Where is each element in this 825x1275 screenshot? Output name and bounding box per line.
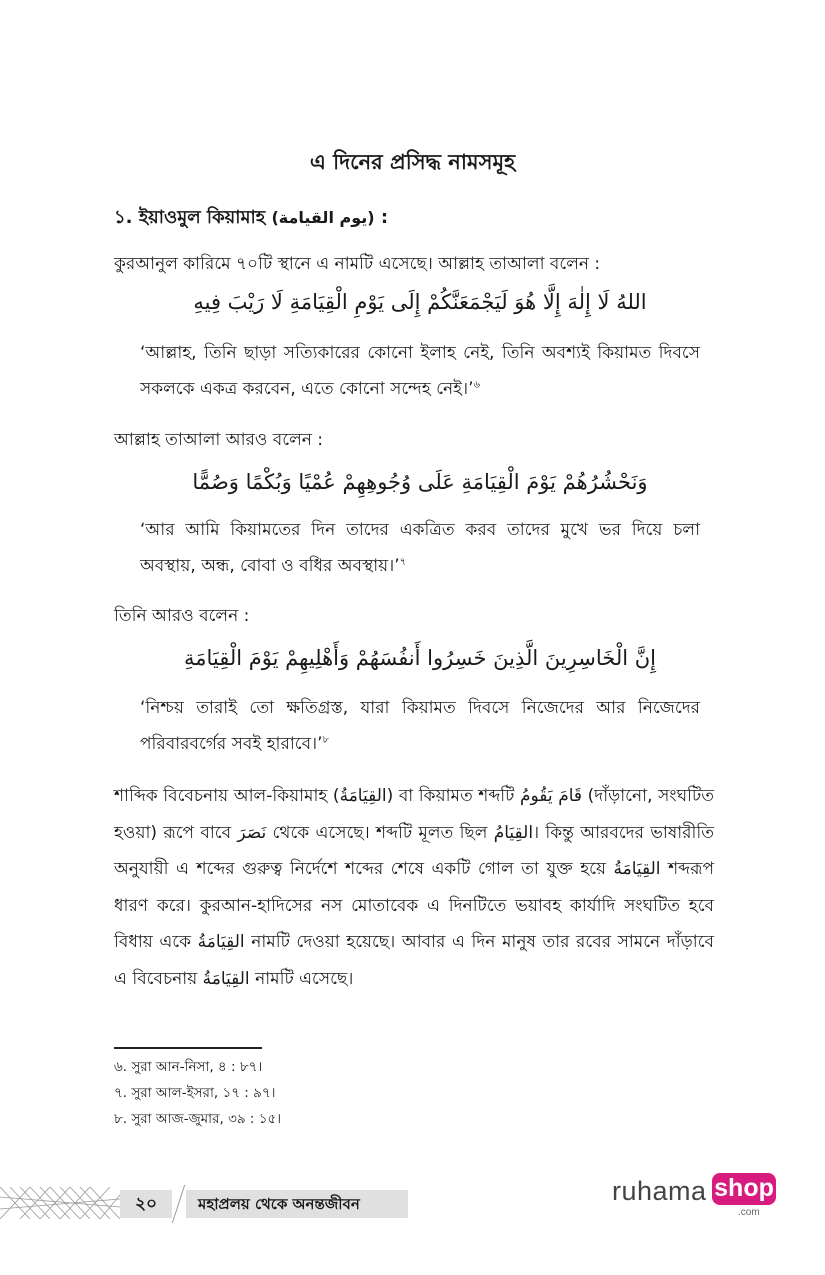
ayah-1: اللهُ لَا إِلٰهَ إِلَّا هُوَ لَيَجْمَعَنَّكُمْ إِلَى يَوْمِ الْقِيَامَةِ لَا رَيْبَ فِيهِ (193, 290, 647, 314)
section-heading (114, 203, 388, 234)
footnote-ref[interactable]: ৮ (322, 734, 330, 746)
body-text: নামটি দেওয়া হয়েছে। আবার এ দিন মানুষ তার রবের সামনে দাঁড়াবে এ বিবেচনায় (114, 932, 714, 989)
arabic-word: القِيَامُ (493, 822, 534, 843)
intro-paragraph-3: তিনি আরও বলেন : (114, 606, 250, 626)
section-number: ১. (114, 207, 133, 228)
intro-paragraph-1: কুরআনুল কারিমে ৭০টি স্থানে এ নামটি এসেছে। আল্লাহ তাআলা বলেন : (114, 254, 601, 274)
ayah-3: إِنَّ الْخَاسِرِينَ الَّذِينَ خَسِرُوا أَنفُسَهُمْ وَأَهْلِيهِمْ يَوْمَ الْقِيَامَةِ (183, 646, 657, 670)
footnotes (114, 1054, 281, 1132)
arabic-word: القِيَامَةُ (197, 932, 245, 952)
arabic-word: القِيَامَةُ (339, 786, 387, 806)
logo-wordmark: ruhama (612, 1176, 707, 1206)
running-footer-title: মহাপ্রলয় থেকে অনন্তজীবন (186, 1190, 408, 1218)
arabic-word: القِيَامَةُ (613, 859, 661, 879)
logo-shop-badge: shop (712, 1173, 776, 1205)
hatch-pattern-icon (0, 1187, 120, 1219)
section-arabic-name: (يوم القيامة) (271, 208, 375, 227)
page-number: ২০ (120, 1190, 172, 1218)
section-name: ইয়াওমুল কিয়ামাহ (138, 207, 266, 228)
body-paragraph (114, 778, 714, 997)
arabic-word: نَصَرَ (237, 822, 267, 843)
footnote-6: ৬. সুরা আন-নিসা, ৪ : ৮৭। (114, 1059, 263, 1075)
quote-text: ‘আর আমি কিয়ামতের দিন তাদের একত্রিত করব তাদের মুখে ভর দিয়ে চলা অবস্থায়, অন্ধ, বোবা ও বধির অবস্থায়।’ (140, 520, 700, 576)
section-colon: : (380, 207, 389, 228)
page-title: এ দিনের প্রসিদ্ধ নামসমূহ (309, 150, 516, 174)
body-text: নামটি এসেছে। (249, 968, 354, 989)
footnote-ref[interactable]: ৭ (399, 556, 407, 568)
quote-text: ‘আল্লাহ, তিনি ছাড়া সত্যিকারের কোনো ইলাহ নেই, তিনি অবশ্যই কিয়ামত দিবসে সকলকে একত্র করবেন, এতে কোনো সন্দেহ নেই।’ (140, 343, 700, 399)
body-text: (দাঁড়ানো, সংঘটিত হওয়া) রূপে বাবে (114, 786, 715, 843)
footer-separator (172, 1185, 185, 1223)
ayah-2: وَنَحْشُرُهُمْ يَوْمَ الْقِيَامَةِ عَلَى وُجُوهِهِمْ عُمْيًا وَبُكْمًا وَصُمًّا (192, 470, 648, 494)
body-text: ) বা কিয়ামত শব্দটি (386, 786, 520, 806)
publisher-logo (612, 1172, 782, 1222)
logo-domain: .com (738, 1207, 760, 1218)
body-text: শব্দরূপ ধারণ করে। কুরআন-হাদিসের নস মোতাবেক এ দিনটিতে ভয়াবহ কার্যাদি সংঘটিত হবে বিধায় একে (114, 859, 714, 952)
translation-quote-1 (140, 335, 700, 407)
body-text: । কিন্তু আরবদের ভাষারীতি অনুযায়ী এ শব্দের গুরুত্ব নির্দেশে শব্দের শেষে একটি গোল তা যুক্ত হয়ে (114, 822, 714, 879)
footnote-ref[interactable]: ৬ (473, 379, 481, 391)
translation-quote-3 (140, 690, 700, 762)
quote-text: ‘নিশ্চয় তারাই তো ক্ষতিগ্রস্ত, যারা কিয়ামত দিবসে নিজেদের আর নিজেদের পরিবারবর্গের সবই হারাবে।’ (140, 698, 700, 754)
footnote-8: ৮. সুরা আজ-জুমার, ৩৯ : ১৫। (114, 1111, 282, 1127)
arabic-word: القِيَامَةُ (202, 968, 250, 989)
footnote-7: ৭. সুরা আল-ইসরা, ১৭ : ৯৭। (114, 1085, 276, 1101)
translation-quote-2 (140, 512, 700, 584)
footnote-divider (114, 1047, 262, 1049)
body-text: থেকে এসেছে। শব্দটি মূলত ছিল (266, 822, 494, 843)
arabic-word: قَامَ يَقُومُ (519, 786, 583, 806)
footer-decoration (0, 1187, 120, 1219)
intro-paragraph-2: আল্লাহ তাআলা আরও বলেন : (114, 430, 324, 450)
body-text: শাব্দিক বিবেচনায় আল-কিয়ামাহ ( (114, 786, 340, 806)
